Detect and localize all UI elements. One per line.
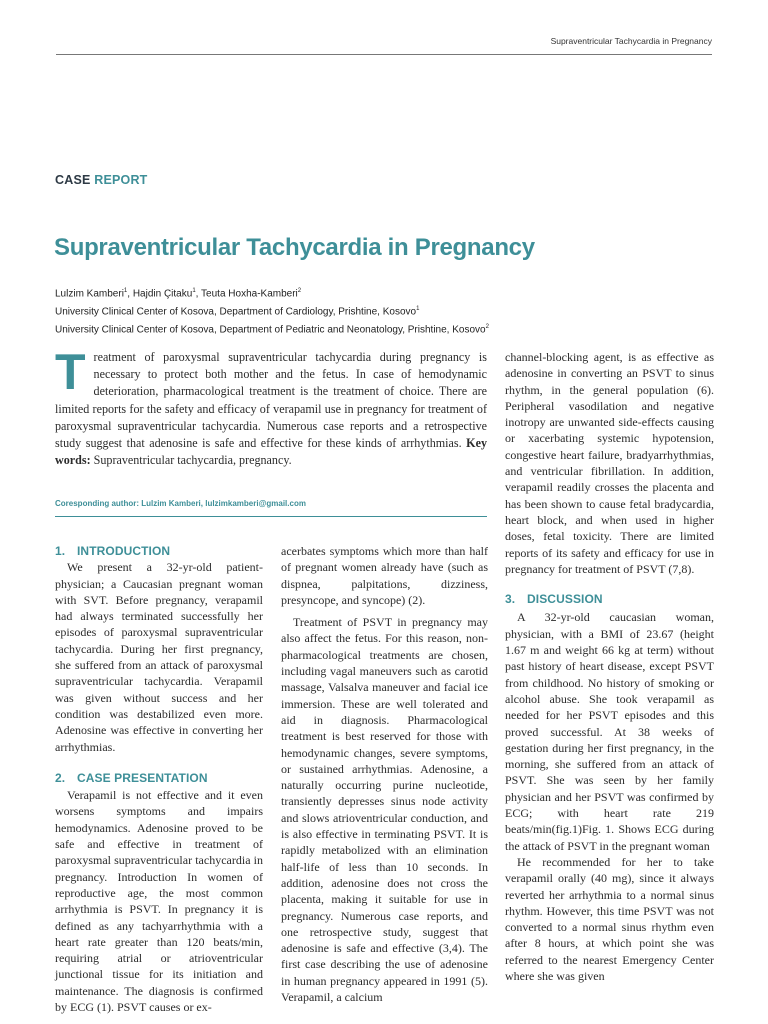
body-column-2 [281,543,488,1005]
section-heading-case-presentation [55,770,263,786]
section-title: CASE PRESENTATION [77,770,208,785]
author-2: Hajdin Çitaku [132,288,193,300]
keywords-label: Key words: [55,436,487,468]
section-title: INTRODUCTION [77,544,171,558]
corresponding-rule [55,516,487,517]
case-paragraph-2-part-1: Treatment of PSVT in pregnancy may also affect the fetus. For this reason, non-pharmacological treatments are chosen, including vagal maneuvers such as carotid massage, Valsalva maneuver and facial ice immersion. These are well tolerated and aid in diagnosis. Pharmacological treatment is best reserved for those with hemodynamic changes, severe symptoms, or sustained arrhythmias. Adenosine, a naturally occurring purine nucleotide, transiently depresses sinus node activity and slows atrioventricular conduction, and is also effective in terminating PSVT. It is rapidly metabolized with an elimination half-life of less than 10 seconds. In addition, adenosine does not cross the placenta, making it suitable for use in pregnancy. Numerous case reports, and one retrospective study, suggest that adenosine is safe and effective (3,4). The first case describing the use of adenosine in human pregnancy appeared in 1991 (5). Verapamil, a calcium [281,615,488,1005]
article-type-label [55,173,148,187]
affiliation-2: University Clinical Center of Kosova, Department of Pediatric and Neonatology, Prishtine, Kosovo$^2$ [55,323,489,335]
body-column-1 [55,543,263,1015]
case-paragraph-1-part-1: Verapamil is not effective and it even worsens symptoms and impairs hemodynamics. Adenosine proved to be safe and effective in treatment of paroxysmal supraventricular tachycardia in pregnancy. Introduction In women of reproductive age, the most common arrhythmia is PSVT. In pregnancy it is defined as any tachyarrhythmia with a heart rate greater than 120 beats/min, requiring atrial or atrioventricular junctional tissue for its initiation and maintenance. The diagnosis is confirmed by ECG (1). PSVT causes or ex- [55,788,263,1015]
abstract-text: reatment of paroxysmal supraventricular tachycardia during pregnancy is necessary to protect both mother and the fetus. In case of hemodynamic deterioration, pharmacological treatment is the treatment of choice. There are limited reports for the safety and efficacy of verapamil use in pregnancy for treatment of paroxysmal supraventricular tachycardia. Numerous case reports and a retrospective study suggest that adenosine is safe and effective for these kinds of arrhythmias. [55,350,487,451]
case-paragraph-1-part-2: acerbates symptoms which more than half of pregnant women already have (such as dispnea, palpitations, dizziness, presyncope, and syncope) (2). [281,544,488,607]
section-number: 3. [505,592,516,607]
section-number: 1. [55,544,66,558]
section-title: DISCUSSION [527,592,603,607]
author-3: Teuta Hoxha-Kamberi [201,288,298,300]
introduction-paragraph: We present a 32-yr-old patient-physician; a Caucasian pregnant woman with SVT. Before pregnancy, verapamil had always terminated successfully her episodes of paroxysmal supraventricular tachycardia. During her first pregnancy, she suffered from an attack of paroxysmal supraventricular tachycardia. Verapamil was given without success and her condition was destabilized even more. Adenosine was effective in converting her arrhythmias. [55,560,263,754]
section-heading-introduction [55,543,263,559]
section-number: 2. [55,770,66,785]
abstract [55,344,487,469]
author-1: Lulzim Kamberi [55,288,124,300]
case-paragraph-2-part-2: channel-blocking agent, is as effective as adenosine in converting an PSVT to sinus rhythm, in the general population (6). Peripheral vasodilation and negative inotropy are unwanted side-effects causing or xacerbating systemic hypotension, congestive heart failure, bradyarrhythmias, and ventricular fibrillation. In addition, verapamil readily crosses the placenta and has been shown to cause fetal bradycardia, heart block, and when used in higher doses, fetal toxicity. There are limited reports of its safety and efficacy for use in pregnancy for treatment of PSVT (7,8). [505,350,714,576]
author-block [55,284,489,337]
header-rule [56,54,712,55]
affiliation-1: University Clinical Center of Kosova, Department of Cardiology, Prishtine, Kosovo$^1$ [55,305,420,318]
article-type-word-2: REPORT [94,173,148,187]
author-1-affil: 1 [123,288,128,294]
author-sep: , [195,288,202,300]
author-3-affil: 2 [297,288,302,294]
article-title: Supraventricular Tachycardia in Pregnancy [54,234,535,261]
section-heading-discussion [505,591,714,607]
discussion-paragraph-2: He recommended for her to take verapamil orally (40 mg), since it always reverted her arrhythmia to a normal sinus rhythm. However, this time PSVT was not converted to a normal sinus rhythm even after 8 hours, at which point she was referred to the nearest Emergency Center where she was given [505,854,714,983]
article-type-word-1: CASE [55,173,91,187]
drop-cap: T [55,344,86,400]
author-sep: , [127,288,133,300]
discussion-paragraph-1: A 32-yr-old caucasian woman, physician, with a BMI of 23.67 (height 1.67 m and weight 66 kg at term) without past history of heart disease, except PSVT from childhood. No history of smoking or alcohol abuse. She took verapamil as needed for her PSVT episodes and this proved successful. At 38 weeks of gestation during her first pregnancy, in the morning, she suffered from an attack of PSVT. She was seen by her family physician and her PSVT was confirmed by ECG; with heart rate 219 beats/min(fig.1)Fig. 1. Shows ECG during the attack of PSVT in the pregnant woman [505,610,714,853]
running-head: Supraventricular Tachycardia in Pregnancy [550,36,712,46]
corresponding-author: Coresponding author: Lulzim Kamberi, lulzimkamberi@gmail.com [55,499,306,508]
author-2-affil: 1 [192,288,196,294]
author-line [55,284,489,302]
body-column-3 [505,349,714,984]
keywords: Supraventricular tachycardia, pregnancy. [90,453,292,468]
